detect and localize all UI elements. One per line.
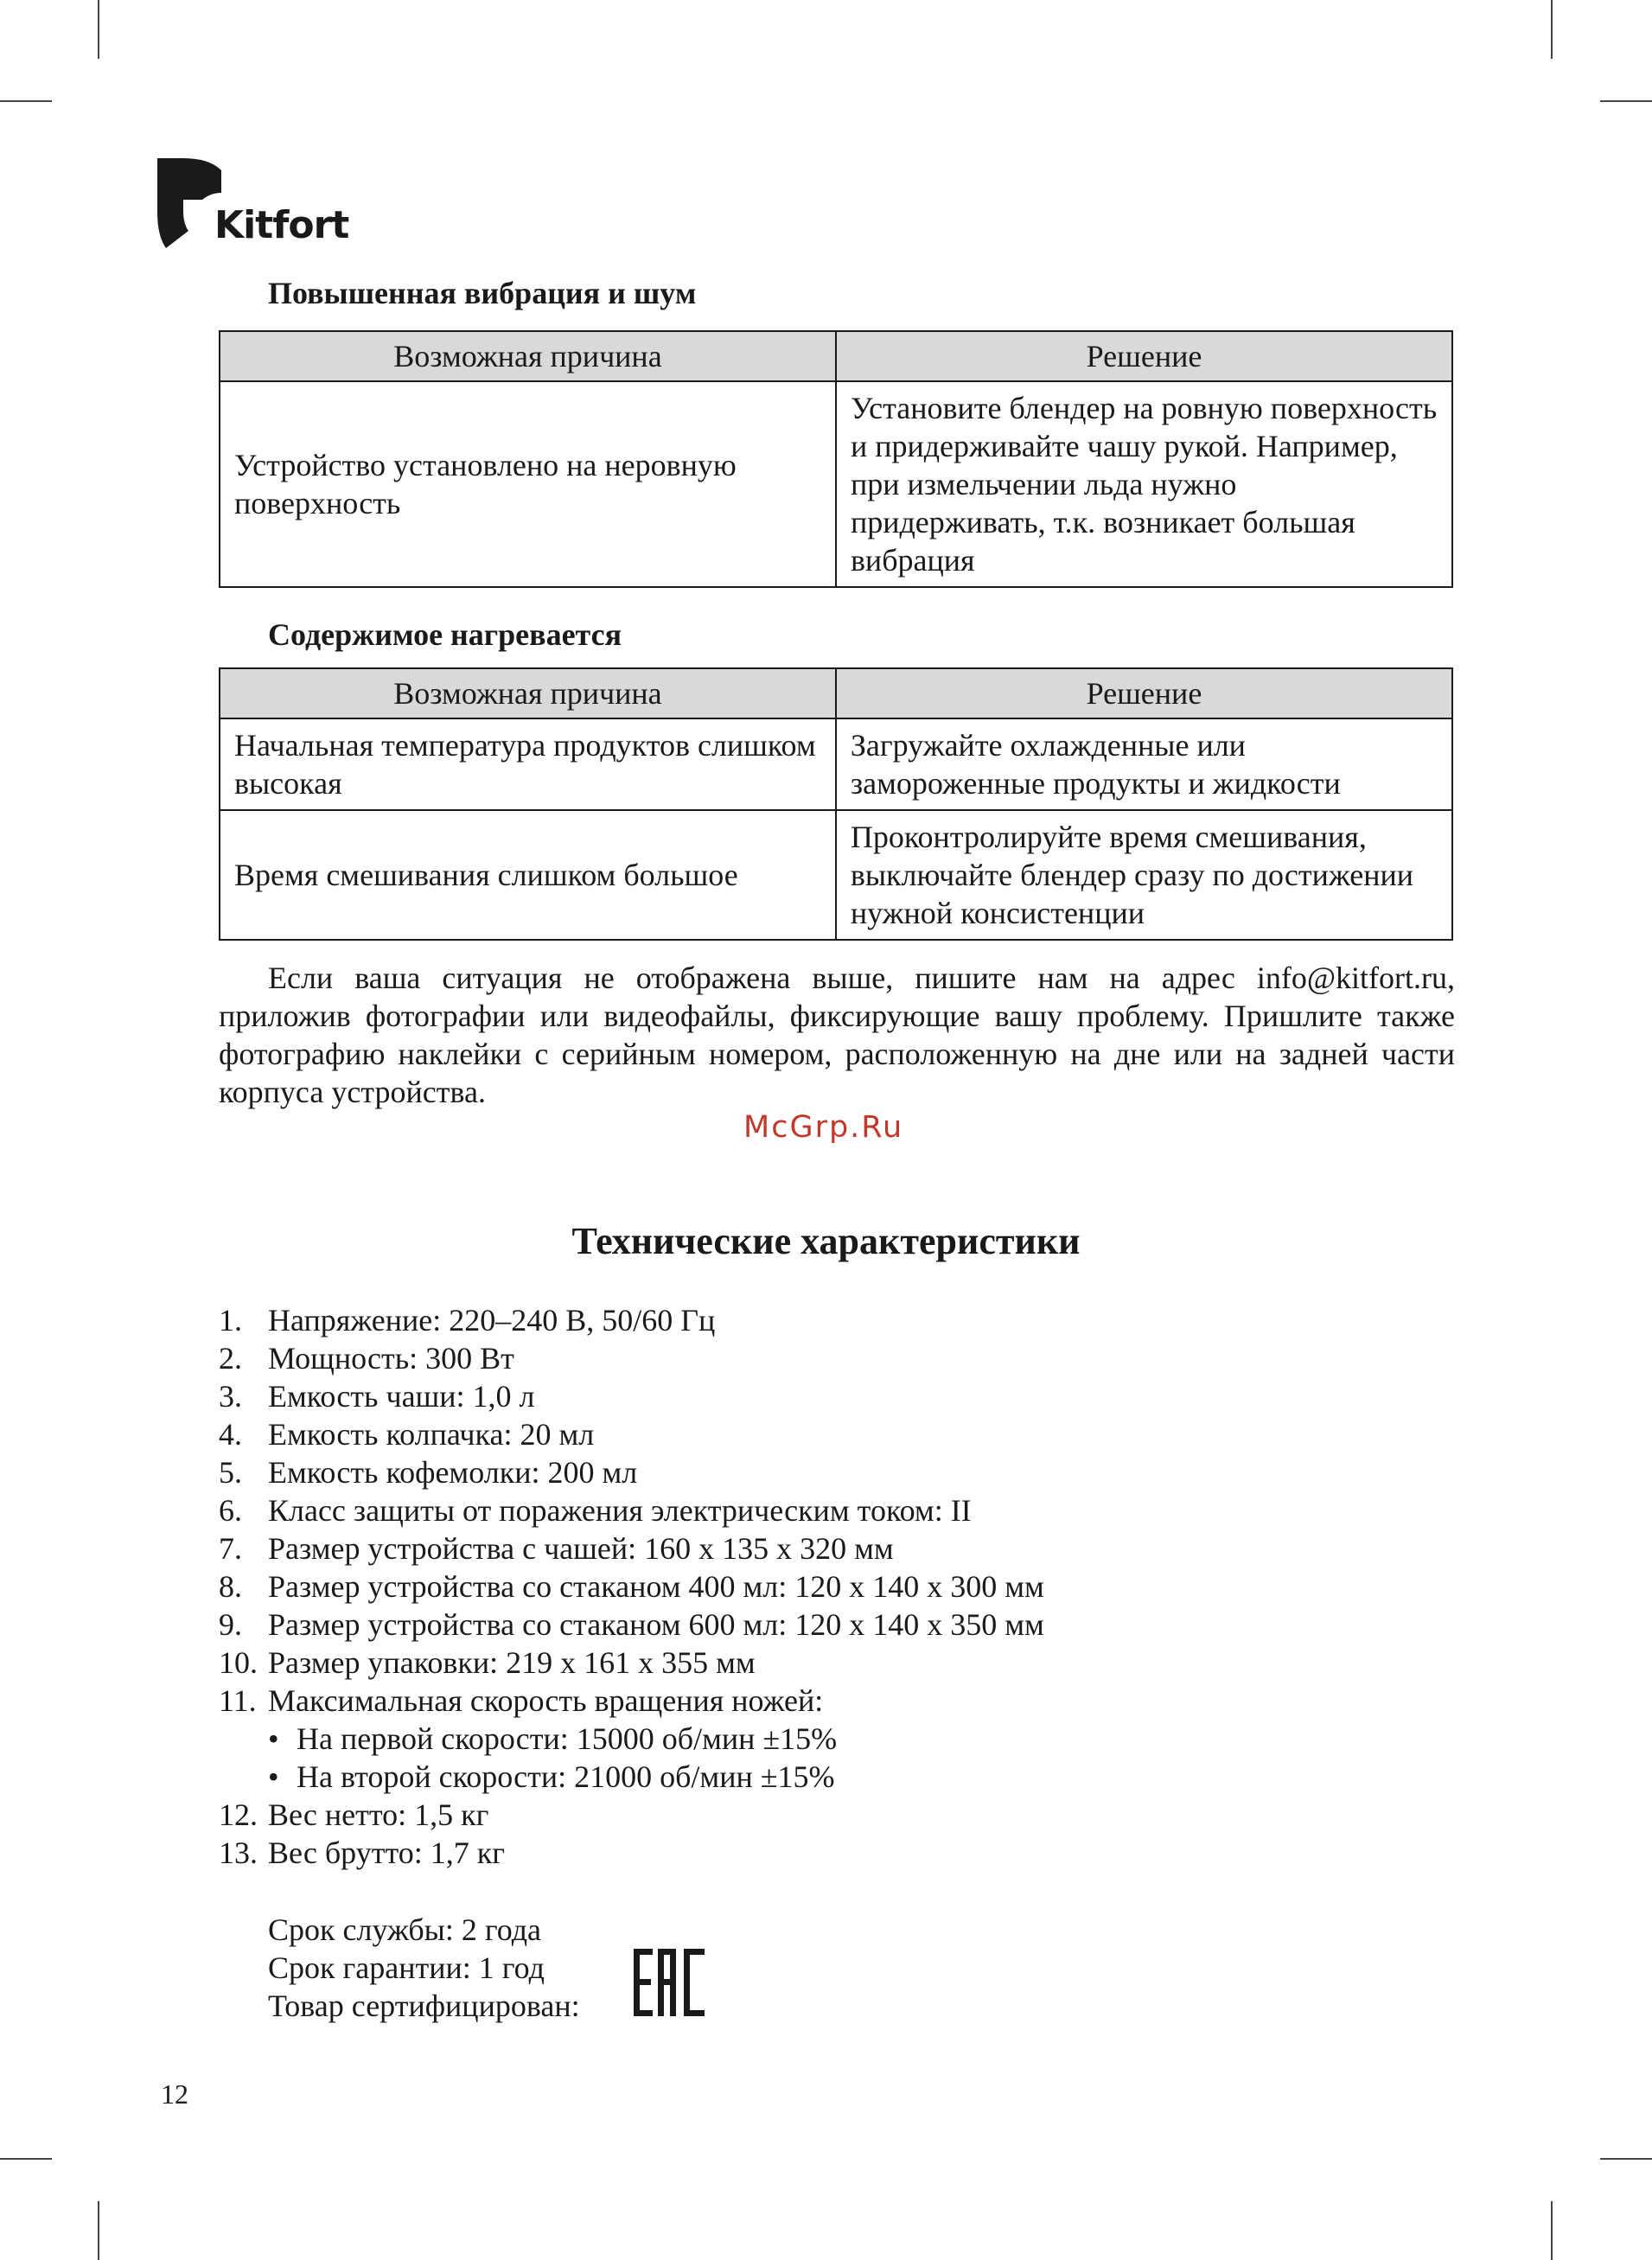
item-number: 9. <box>219 1607 242 1642</box>
warranty-text: Срок гарантии: 1 год <box>268 1950 545 1985</box>
section-heading-heating: Содержимое нагревается <box>268 617 622 652</box>
certified-text: Товар сертифицирован: <box>268 1989 580 2023</box>
item-number: 6. <box>219 1493 242 1528</box>
item-number: 2. <box>219 1341 242 1376</box>
list-item <box>219 1529 1472 1567</box>
crop-mark <box>98 0 99 59</box>
troubleshooting-table-vibration <box>219 330 1453 588</box>
item-number: 5. <box>219 1455 242 1490</box>
section-heading-vibration: Повышенная вибрация и шум <box>268 276 697 310</box>
troubleshooting-table-heating <box>219 667 1453 941</box>
service-life-text: Срок службы: 2 года <box>268 1912 542 1947</box>
crop-mark <box>1551 0 1553 59</box>
item-number: 12. <box>219 1797 258 1832</box>
item-number: 7. <box>219 1531 242 1566</box>
brand-name: Kitfort <box>214 203 349 247</box>
bullet: • <box>268 1721 279 1756</box>
item-text: На второй скорости: 21000 об/мин ±15% <box>297 1759 835 1794</box>
cause-cell: Время смешивания слишком большое <box>220 810 836 940</box>
list-item <box>219 1644 1472 1682</box>
crop-mark <box>98 2201 99 2260</box>
specs-title: Технические характеристики <box>571 1220 1081 1262</box>
column-header-cause: Возможная причина <box>220 331 836 381</box>
list-item <box>219 1834 1472 1872</box>
item-text: Емкость кофемолки: 200 мл <box>268 1455 638 1490</box>
solution-cell: Установите блендер на ровную поверхность и придерживайте чашу рукой. Например, при измельчении льда нужно придерживать, т.к. возникает большая вибрация <box>836 381 1452 587</box>
item-text: Мощность: 300 Вт <box>268 1341 514 1376</box>
item-text: Напряжение: 220–240 В, 50/60 Гц <box>268 1303 716 1337</box>
column-header-cause: Возможная причина <box>220 668 836 718</box>
crop-mark <box>0 100 52 102</box>
item-number: 10. <box>219 1645 258 1680</box>
item-number: 13. <box>219 1835 258 1870</box>
warranty-block <box>268 1911 580 2025</box>
watermark: McGrp.Ru <box>743 1110 904 1145</box>
item-text: Размер упаковки: 219 х 161 х 355 мм <box>268 1645 756 1680</box>
item-text: Класс защиты от поражения электрическим током: II <box>268 1493 972 1528</box>
table-row <box>220 810 1452 940</box>
list-item <box>219 1567 1472 1606</box>
list-item <box>219 1491 1472 1529</box>
item-text: Размер устройства со стаканом 600 мл: 120 х 140 х 350 мм <box>268 1607 1044 1642</box>
bullet: • <box>268 1759 279 1794</box>
list-item <box>219 1339 1472 1377</box>
table-row <box>220 718 1452 810</box>
column-header-solution: Решение <box>836 331 1452 381</box>
solution-cell: Проконтролируйте время смешивания, выключайте блендер сразу по достижении нужной консистенции <box>836 810 1452 940</box>
solution-cell: Загружайте охлажденные или замороженные продукты и жидкости <box>836 718 1452 810</box>
eac-mark-icon <box>634 1949 706 2016</box>
item-number: 3. <box>219 1379 242 1414</box>
list-item <box>219 1301 1472 1339</box>
item-text: На первой скорости: 15000 об/мин ±15% <box>297 1721 838 1756</box>
item-text: Размер устройства со стаканом 400 мл: 120 х 140 х 300 мм <box>268 1569 1044 1604</box>
item-number: 1. <box>219 1303 242 1337</box>
list-item <box>219 1377 1472 1415</box>
item-text: Емкость колпачка: 20 мл <box>268 1417 595 1452</box>
item-text: Емкость чаши: 1,0 л <box>268 1379 535 1414</box>
item-text: Размер устройства с чашей: 160 х 135 х 320 мм <box>268 1531 894 1566</box>
crop-mark <box>1551 2201 1553 2260</box>
item-text: Вес нетто: 1,5 кг <box>268 1797 489 1832</box>
list-item <box>219 1606 1472 1644</box>
list-item <box>219 1415 1472 1453</box>
specs-list <box>219 1301 1472 1872</box>
cause-cell: Устройство установлено на неровную поверхность <box>220 381 836 587</box>
contact-paragraph: Если ваша ситуация не отображена выше, пишите нам на адрес info@kitfort.ru, приложив фотографии или видеофайлы, фиксирующие вашу проблему. Пришлите также фотографию наклейки с серийным номером, расположенную на дне или на задней части корпуса устройства. <box>219 961 1455 1109</box>
table-row <box>220 381 1452 587</box>
column-header-solution: Решение <box>836 668 1452 718</box>
page-number: 12 <box>161 2078 188 2110</box>
item-text: Максимальная скорость вращения ножей: <box>268 1683 824 1718</box>
list-item <box>219 1796 1472 1834</box>
list-subitem <box>219 1720 1472 1758</box>
cause-cell: Начальная температура продуктов слишком высокая <box>220 718 836 810</box>
item-text: Вес брутто: 1,7 кг <box>268 1835 505 1870</box>
item-number: 4. <box>219 1417 242 1452</box>
list-item <box>219 1682 1472 1720</box>
crop-mark <box>1600 2158 1652 2160</box>
item-number: 11. <box>219 1683 257 1718</box>
list-subitem <box>219 1758 1472 1796</box>
item-number: 8. <box>219 1569 242 1604</box>
crop-mark <box>1600 100 1652 102</box>
list-item <box>219 1453 1472 1491</box>
crop-mark <box>0 2158 52 2160</box>
